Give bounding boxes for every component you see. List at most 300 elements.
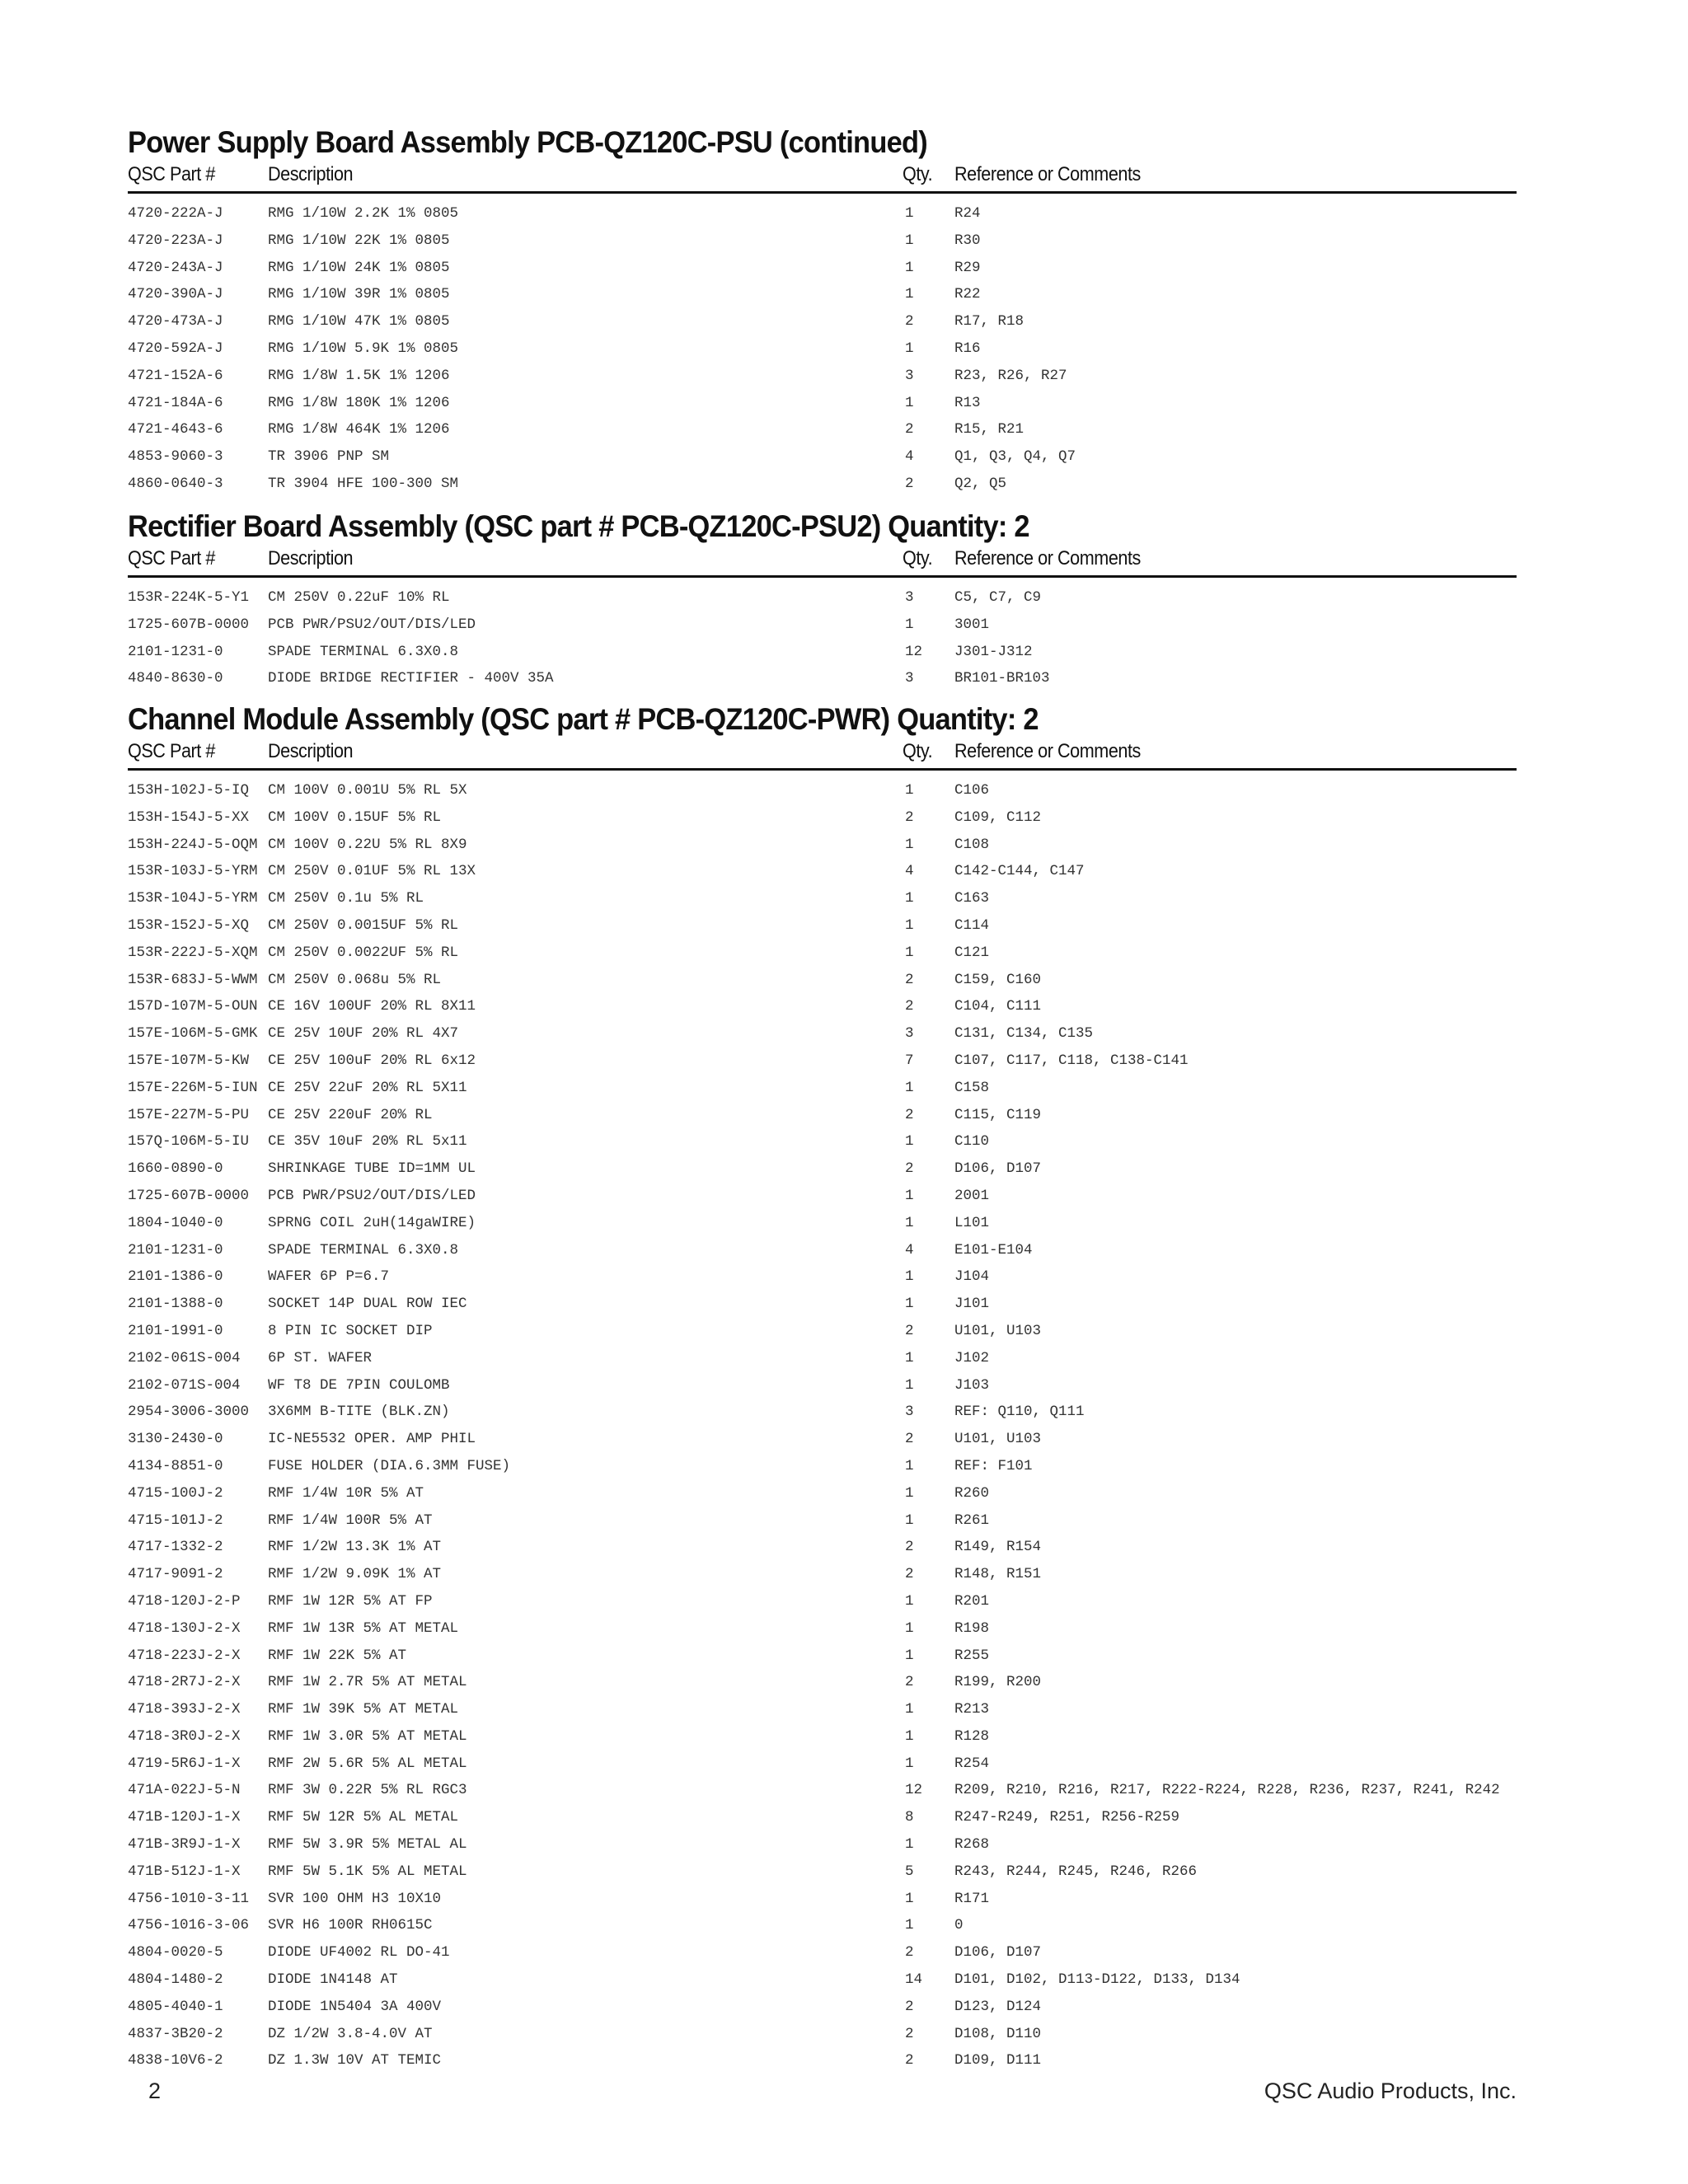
reference-cell: D109, D111 <box>954 2052 1042 2069</box>
quantity-cell: 1 <box>905 1701 914 1718</box>
quantity-cell: 1 <box>905 286 914 303</box>
reference-cell: C108 <box>954 836 990 853</box>
reference-cell: R254 <box>954 1755 990 1772</box>
description-cell: SPADE TERMINAL 6.3X0.8 <box>268 643 459 660</box>
quantity-cell: 1 <box>905 259 914 276</box>
description-cell: CM 250V 0.0015UF 5% RL <box>268 916 459 934</box>
table-row <box>128 1128 1517 1155</box>
part-number-cell: 4715-100J-2 <box>128 1484 223 1502</box>
reference-cell: E101-E104 <box>954 1241 1033 1258</box>
table-row <box>128 281 1517 308</box>
reference-cell: C121 <box>954 944 990 961</box>
reference-cell: R24 <box>954 205 981 222</box>
table-row <box>128 1372 1517 1399</box>
part-number-cell: 153R-103J-5-YRM <box>128 863 258 880</box>
reference-cell: C106 <box>954 782 990 799</box>
table-row <box>128 1723 1517 1750</box>
header-part: QSC Part # <box>128 163 215 185</box>
reference-cell: D101, D102, D113-D122, D133, D134 <box>954 1971 1240 1989</box>
part-number-cell: 4840-8630-0 <box>128 670 223 687</box>
reference-cell: C159, C160 <box>954 971 1042 988</box>
part-number-cell: 4756-1016-3-06 <box>128 1917 250 1934</box>
reference-cell: R268 <box>954 1836 990 1854</box>
section-title: Channel Module Assembly (QSC part # PCB-QZ120C-PWR) Quantity: 2 <box>128 702 1039 736</box>
table-row <box>128 1102 1517 1129</box>
reference-cell: R243, R244, R245, R246, R266 <box>954 1863 1198 1880</box>
part-number-cell: 157E-227M-5-PU <box>128 1106 250 1123</box>
table-row <box>128 858 1517 885</box>
reference-cell: C158 <box>954 1079 990 1096</box>
description-cell: 3X6MM B-TITE (BLK.ZN) <box>268 1404 450 1421</box>
table-body <box>128 777 1517 2074</box>
quantity-cell: 1 <box>905 1592 914 1610</box>
quantity-cell: 2 <box>905 1998 914 2015</box>
section-rectifier <box>128 508 1517 692</box>
quantity-cell: 14 <box>905 1971 923 1989</box>
description-cell: DZ 1.3W 10V AT TEMIC <box>268 2052 442 2069</box>
table-row <box>128 967 1517 994</box>
description-cell: RMF 5W 5.1K 5% AL METAL <box>268 1863 467 1880</box>
description-cell: CM 100V 0.15UF 5% RL <box>268 808 442 826</box>
reference-cell: D106, D107 <box>954 1944 1042 1961</box>
table-row <box>128 1155 1517 1183</box>
description-cell: CM 250V 0.1u 5% RL <box>268 890 424 907</box>
quantity-cell: 2 <box>905 1566 914 1583</box>
part-number-cell: 2101-1231-0 <box>128 643 223 660</box>
description-cell: SHRINKAGE TUBE ID=1MM UL <box>268 1160 476 1178</box>
description-cell: CM 100V 0.001U 5% RL 5X <box>268 782 467 799</box>
table-row <box>128 665 1517 692</box>
table-row <box>128 1263 1517 1291</box>
reference-cell: R30 <box>954 232 981 249</box>
table-row <box>128 1643 1517 1670</box>
table-row <box>128 2021 1517 2048</box>
quantity-cell: 2 <box>905 971 914 988</box>
header-reference: Reference or Comments <box>954 740 1141 762</box>
description-cell: RMG 1/8W 464K 1% 1206 <box>268 421 450 438</box>
footer-company: QSC Audio Products, Inc. <box>1264 2079 1517 2103</box>
reference-cell: R15, R21 <box>954 421 1025 438</box>
table-row <box>128 1669 1517 1696</box>
part-number-cell: 4720-222A-J <box>128 205 223 222</box>
reference-cell: R260 <box>954 1484 990 1502</box>
table-row <box>128 940 1517 967</box>
description-cell: RMF 1/2W 13.3K 1% AT <box>268 1539 442 1556</box>
header-reference: Reference or Comments <box>954 163 1141 185</box>
part-number-cell: 4718-223J-2-X <box>128 1647 241 1664</box>
part-number-cell: 4805-4040-1 <box>128 1998 223 2015</box>
reference-cell: D106, D107 <box>954 1160 1042 1178</box>
part-number-cell: 157Q-106M-5-IU <box>128 1133 250 1151</box>
part-number-cell: 4756-1010-3-11 <box>128 1890 250 1907</box>
header-part: QSC Part # <box>128 740 215 762</box>
quantity-cell: 4 <box>905 448 914 466</box>
part-number-cell: 471B-3R9J-1-X <box>128 1836 241 1854</box>
table-row <box>128 1534 1517 1561</box>
table-row <box>128 1777 1517 1804</box>
quantity-cell: 1 <box>905 1755 914 1772</box>
table-row <box>128 1075 1517 1102</box>
table-row <box>128 1507 1517 1535</box>
part-number-cell: 4721-4643-6 <box>128 421 223 438</box>
quantity-cell: 1 <box>905 944 914 961</box>
part-number-cell: 4715-101J-2 <box>128 1511 223 1529</box>
quantity-cell: 1 <box>905 232 914 249</box>
reference-cell: 3001 <box>954 616 990 633</box>
description-cell: DIODE BRIDGE RECTIFIER - 400V 35A <box>268 670 554 687</box>
quantity-cell: 2 <box>905 475 914 492</box>
description-cell: RMF 1/2W 9.09K 1% AT <box>268 1566 442 1583</box>
reference-cell: C109, C112 <box>954 808 1042 826</box>
description-cell: RMG 1/10W 39R 1% 0805 <box>268 286 450 303</box>
part-number-cell: 4804-0020-5 <box>128 1944 223 1961</box>
quantity-cell: 2 <box>905 1539 914 1556</box>
part-number-cell: 153H-154J-5-XX <box>128 808 250 826</box>
part-number-cell: 4134-8851-0 <box>128 1457 223 1474</box>
reference-cell: D108, D110 <box>954 2025 1042 2042</box>
quantity-cell: 4 <box>905 863 914 880</box>
part-number-cell: 4718-130J-2-X <box>128 1619 241 1637</box>
quantity-cell: 1 <box>905 1349 914 1366</box>
description-cell: PCB PWR/PSU2/OUT/DIS/LED <box>268 1187 476 1204</box>
quantity-cell: 4 <box>905 1241 914 1258</box>
description-cell: 8 PIN IC SOCKET DIP <box>268 1322 433 1339</box>
quantity-cell: 2 <box>905 313 914 330</box>
table-row <box>128 584 1517 612</box>
quantity-cell: 1 <box>905 1079 914 1096</box>
description-cell: CM 250V 0.068u 5% RL <box>268 971 442 988</box>
part-number-cell: 471B-512J-1-X <box>128 1863 241 1880</box>
table-header <box>128 162 1517 194</box>
section-power-supply <box>128 124 1517 498</box>
description-cell: SVR 100 OHM H3 10X10 <box>268 1890 442 1907</box>
part-number-cell: 153R-683J-5-WWM <box>128 971 258 988</box>
reference-cell: R22 <box>954 286 981 303</box>
part-number-cell: 4804-1480-2 <box>128 1971 223 1989</box>
part-number-cell: 153R-152J-5-XQ <box>128 916 250 934</box>
description-cell: TR 3904 HFE 100-300 SM <box>268 475 459 492</box>
description-cell: PCB PWR/PSU2/OUT/DIS/LED <box>268 616 476 633</box>
section-channel-module <box>128 701 1517 2074</box>
reference-cell: C142-C144, C147 <box>954 863 1085 880</box>
table-row <box>128 335 1517 363</box>
reference-cell: BR101-BR103 <box>954 670 1050 687</box>
description-cell: IC-NE5532 OPER. AMP PHIL <box>268 1431 476 1448</box>
description-cell: SVR H6 100R RH0615C <box>268 1917 433 1934</box>
description-cell: CM 250V 0.0022UF 5% RL <box>268 944 459 961</box>
header-qty: Qty. <box>903 163 933 185</box>
reference-cell: J301-J312 <box>954 643 1033 660</box>
reference-cell: R23, R26, R27 <box>954 367 1067 384</box>
description-cell: RMF 5W 12R 5% AL METAL <box>268 1809 459 1826</box>
part-number-cell: 1660-0890-0 <box>128 1160 223 1178</box>
table-body <box>128 200 1517 498</box>
table-row <box>128 1912 1517 1939</box>
table-row <box>128 1994 1517 2021</box>
table-row <box>128 1047 1517 1075</box>
reference-cell: C110 <box>954 1133 990 1151</box>
description-cell: RMF 1/4W 100R 5% AT <box>268 1511 433 1529</box>
quantity-cell: 1 <box>905 1647 914 1664</box>
description-cell: CM 250V 0.01UF 5% RL 13X <box>268 863 476 880</box>
reference-cell: R213 <box>954 1701 990 1718</box>
quantity-cell: 1 <box>905 1890 914 1907</box>
reference-cell: R29 <box>954 259 981 276</box>
description-cell: SPRNG COIL 2uH(14gaWIRE) <box>268 1214 476 1231</box>
reference-cell: R247-R249, R251, R256-R259 <box>954 1809 1180 1826</box>
quantity-cell: 2 <box>905 1322 914 1339</box>
table-row <box>128 308 1517 335</box>
part-number-cell: 2101-1231-0 <box>128 1241 223 1258</box>
table-row <box>128 639 1517 666</box>
part-number-cell: 2101-1386-0 <box>128 1268 223 1286</box>
reference-cell: J104 <box>954 1268 990 1286</box>
description-cell: FUSE HOLDER (DIA.6.3MM FUSE) <box>268 1457 511 1474</box>
quantity-cell: 2 <box>905 1431 914 1448</box>
quantity-cell: 1 <box>905 1296 914 1313</box>
reference-cell: R199, R200 <box>954 1674 1042 1691</box>
section-title: Power Supply Board Assembly PCB-QZ120C-PSU (continued) <box>128 125 927 159</box>
quantity-cell: 1 <box>905 1619 914 1637</box>
quantity-cell: 2 <box>905 2025 914 2042</box>
table-row <box>128 363 1517 390</box>
description-cell: RMF 2W 5.6R 5% AL METAL <box>268 1755 467 1772</box>
table-row <box>128 1480 1517 1507</box>
quantity-cell: 2 <box>905 1160 914 1178</box>
reference-cell: REF: F101 <box>954 1457 1033 1474</box>
quantity-cell: 2 <box>905 2052 914 2069</box>
table-row <box>128 1858 1517 1886</box>
table-row <box>128 1210 1517 1237</box>
description-cell: DIODE 1N4148 AT <box>268 1971 398 1989</box>
description-cell: RMG 1/10W 5.9K 1% 0805 <box>268 340 459 357</box>
reference-cell: R128 <box>954 1727 990 1745</box>
part-number-cell: 1725-607B-0000 <box>128 1187 250 1204</box>
table-row <box>128 1561 1517 1588</box>
description-cell: DIODE 1N5404 3A 400V <box>268 1998 442 2015</box>
part-number-cell: 153H-224J-5-OQM <box>128 836 258 853</box>
reference-cell: C107, C117, C118, C138-C141 <box>954 1052 1189 1069</box>
quantity-cell: 3 <box>905 1025 914 1043</box>
quantity-cell: 1 <box>905 205 914 222</box>
reference-cell: R17, R18 <box>954 313 1025 330</box>
reference-cell: U101, U103 <box>954 1322 1042 1339</box>
part-number-cell: 4721-184A-6 <box>128 394 223 411</box>
quantity-cell: 1 <box>905 890 914 907</box>
reference-cell: R261 <box>954 1511 990 1529</box>
header-qty: Qty. <box>903 547 933 569</box>
quantity-cell: 3 <box>905 367 914 384</box>
description-cell: CE 25V 100uF 20% RL 6x12 <box>268 1052 476 1069</box>
table-row <box>128 1804 1517 1831</box>
part-number-cell: 153R-222J-5-XQM <box>128 944 258 961</box>
description-cell: SOCKET 14P DUAL ROW IEC <box>268 1296 467 1313</box>
reference-cell: R13 <box>954 394 981 411</box>
quantity-cell: 1 <box>905 1511 914 1529</box>
table-row <box>128 612 1517 639</box>
description-cell: RMG 1/8W 180K 1% 1206 <box>268 394 450 411</box>
reference-cell: R149, R154 <box>954 1539 1042 1556</box>
header-description: Description <box>268 740 354 762</box>
description-cell: RMF 3W 0.22R 5% RL RGC3 <box>268 1782 467 1799</box>
reference-cell: U101, U103 <box>954 1431 1042 1448</box>
part-number-cell: 471A-022J-5-N <box>128 1782 241 1799</box>
description-cell: RMG 1/10W 2.2K 1% 0805 <box>268 205 459 222</box>
reference-cell: J103 <box>954 1376 990 1394</box>
description-cell: CE 16V 100UF 20% RL 8X11 <box>268 998 476 1015</box>
reference-cell: C5, C7, C9 <box>954 589 1042 606</box>
reference-cell: J101 <box>954 1296 990 1313</box>
table-row <box>128 1183 1517 1210</box>
description-cell: RMF 1W 12R 5% AT FP <box>268 1592 433 1610</box>
description-cell: RMF 1W 39K 5% AT METAL <box>268 1701 459 1718</box>
description-cell: TR 3906 PNP SM <box>268 448 390 466</box>
quantity-cell: 2 <box>905 1674 914 1691</box>
quantity-cell: 2 <box>905 998 914 1015</box>
quantity-cell: 1 <box>905 1484 914 1502</box>
part-number-cell: 4718-393J-2-X <box>128 1701 241 1718</box>
quantity-cell: 3 <box>905 1404 914 1421</box>
description-cell: CE 25V 22uF 20% RL 5X11 <box>268 1079 467 1096</box>
page-number: 2 <box>148 2079 162 2103</box>
quantity-cell: 2 <box>905 1944 914 1961</box>
part-number-cell: 4718-120J-2-P <box>128 1592 241 1610</box>
part-number-cell: 4718-2R7J-2-X <box>128 1674 241 1691</box>
part-number-cell: 157E-107M-5-KW <box>128 1052 250 1069</box>
part-number-cell: 2101-1991-0 <box>128 1322 223 1339</box>
reference-cell: C114 <box>954 916 990 934</box>
reference-cell: Q2, Q5 <box>954 475 1007 492</box>
quantity-cell: 1 <box>905 340 914 357</box>
reference-cell: 2001 <box>954 1187 990 1204</box>
quantity-cell: 1 <box>905 1917 914 1934</box>
table-row <box>128 912 1517 940</box>
quantity-cell: 12 <box>905 1782 923 1799</box>
reference-cell: C104, C111 <box>954 998 1042 1015</box>
description-cell: CE 25V 220uF 20% RL <box>268 1106 433 1123</box>
reference-cell: R171 <box>954 1890 990 1907</box>
description-cell: CM 100V 0.22U 5% RL 8X9 <box>268 836 467 853</box>
table-row <box>128 255 1517 282</box>
quantity-cell: 1 <box>905 394 914 411</box>
quantity-cell: 1 <box>905 1214 914 1231</box>
quantity-cell: 1 <box>905 1836 914 1854</box>
table-row <box>128 1318 1517 1345</box>
quantity-cell: 3 <box>905 670 914 687</box>
table-row <box>128 1588 1517 1615</box>
part-number-cell: 4720-223A-J <box>128 232 223 249</box>
part-number-cell: 153R-104J-5-YRM <box>128 890 258 907</box>
table-row <box>128 1237 1517 1264</box>
part-number-cell: 4719-5R6J-1-X <box>128 1755 241 1772</box>
part-number-cell: 4837-3B20-2 <box>128 2025 223 2042</box>
table-header <box>128 546 1517 578</box>
header-reference: Reference or Comments <box>954 547 1141 569</box>
table-row <box>128 1291 1517 1318</box>
header-description: Description <box>268 163 354 185</box>
reference-cell: 0 <box>954 1917 964 1934</box>
part-number-cell: 3130-2430-0 <box>128 1431 223 1448</box>
reference-cell: L101 <box>954 1214 990 1231</box>
part-number-cell: 4717-9091-2 <box>128 1566 223 1583</box>
table-row <box>128 1966 1517 1994</box>
reference-cell: C163 <box>954 890 990 907</box>
description-cell: RMG 1/10W 47K 1% 0805 <box>268 313 450 330</box>
part-number-cell: 2954-3006-3000 <box>128 1404 250 1421</box>
description-cell: RMF 5W 3.9R 5% METAL AL <box>268 1836 467 1854</box>
table-row <box>128 1696 1517 1723</box>
table-row <box>128 390 1517 417</box>
quantity-cell: 2 <box>905 421 914 438</box>
description-cell: RMG 1/10W 24K 1% 0805 <box>268 259 450 276</box>
reference-cell: J102 <box>954 1349 990 1366</box>
table-row <box>128 1020 1517 1047</box>
part-number-cell: 153R-224K-5-Y1 <box>128 589 250 606</box>
reference-cell: R255 <box>954 1647 990 1664</box>
table-row <box>128 804 1517 832</box>
description-cell: CE 25V 10UF 20% RL 4X7 <box>268 1025 459 1043</box>
quantity-cell: 1 <box>905 1133 914 1151</box>
reference-cell: Q1, Q3, Q4, Q7 <box>954 448 1076 466</box>
description-cell: WF T8 DE 7PIN COULOMB <box>268 1376 450 1394</box>
quantity-cell: 1 <box>905 782 914 799</box>
part-number-cell: 157E-106M-5-GMK <box>128 1025 258 1043</box>
table-row <box>128 471 1517 498</box>
quantity-cell: 1 <box>905 1727 914 1745</box>
quantity-cell: 1 <box>905 836 914 853</box>
reference-cell: C131, C134, C135 <box>954 1025 1094 1043</box>
part-number-cell: 4838-10V6-2 <box>128 2052 223 2069</box>
quantity-cell: 7 <box>905 1052 914 1069</box>
part-number-cell: 4853-9060-3 <box>128 448 223 466</box>
part-number-cell: 471B-120J-1-X <box>128 1809 241 1826</box>
table-row <box>128 1886 1517 1913</box>
quantity-cell: 1 <box>905 1187 914 1204</box>
part-number-cell: 4720-592A-J <box>128 340 223 357</box>
header-qty: Qty. <box>903 740 933 762</box>
part-number-cell: 157D-107M-5-OUN <box>128 998 258 1015</box>
quantity-cell: 12 <box>905 643 923 660</box>
quantity-cell: 1 <box>905 916 914 934</box>
part-number-cell: 4717-1332-2 <box>128 1539 223 1556</box>
quantity-cell: 5 <box>905 1863 914 1880</box>
table-row <box>128 1426 1517 1453</box>
section-title: Rectifier Board Assembly (QSC part # PCB-QZ120C-PSU2) Quantity: 2 <box>128 509 1029 543</box>
quantity-cell: 2 <box>905 1106 914 1123</box>
quantity-cell: 1 <box>905 1268 914 1286</box>
table-row <box>128 885 1517 912</box>
table-row <box>128 1615 1517 1643</box>
description-cell: CE 35V 10uF 20% RL 5x11 <box>268 1133 467 1151</box>
reference-cell: REF: Q110, Q111 <box>954 1404 1085 1421</box>
table-row <box>128 2047 1517 2074</box>
description-cell: 6P ST. WAFER <box>268 1349 373 1366</box>
part-number-cell: 4721-152A-6 <box>128 367 223 384</box>
table-row <box>128 993 1517 1020</box>
table-row <box>128 1399 1517 1426</box>
header-part: QSC Part # <box>128 547 215 569</box>
table-row <box>128 1453 1517 1480</box>
part-number-cell: 2102-061S-004 <box>128 1349 241 1366</box>
quantity-cell: 1 <box>905 1457 914 1474</box>
part-number-cell: 1725-607B-0000 <box>128 616 250 633</box>
description-cell: RMG 1/10W 22K 1% 0805 <box>268 232 450 249</box>
quantity-cell: 2 <box>905 808 914 826</box>
description-cell: WAFER 6P P=6.7 <box>268 1268 390 1286</box>
header-description: Description <box>268 547 354 569</box>
table-row <box>128 227 1517 255</box>
quantity-cell: 1 <box>905 616 914 633</box>
